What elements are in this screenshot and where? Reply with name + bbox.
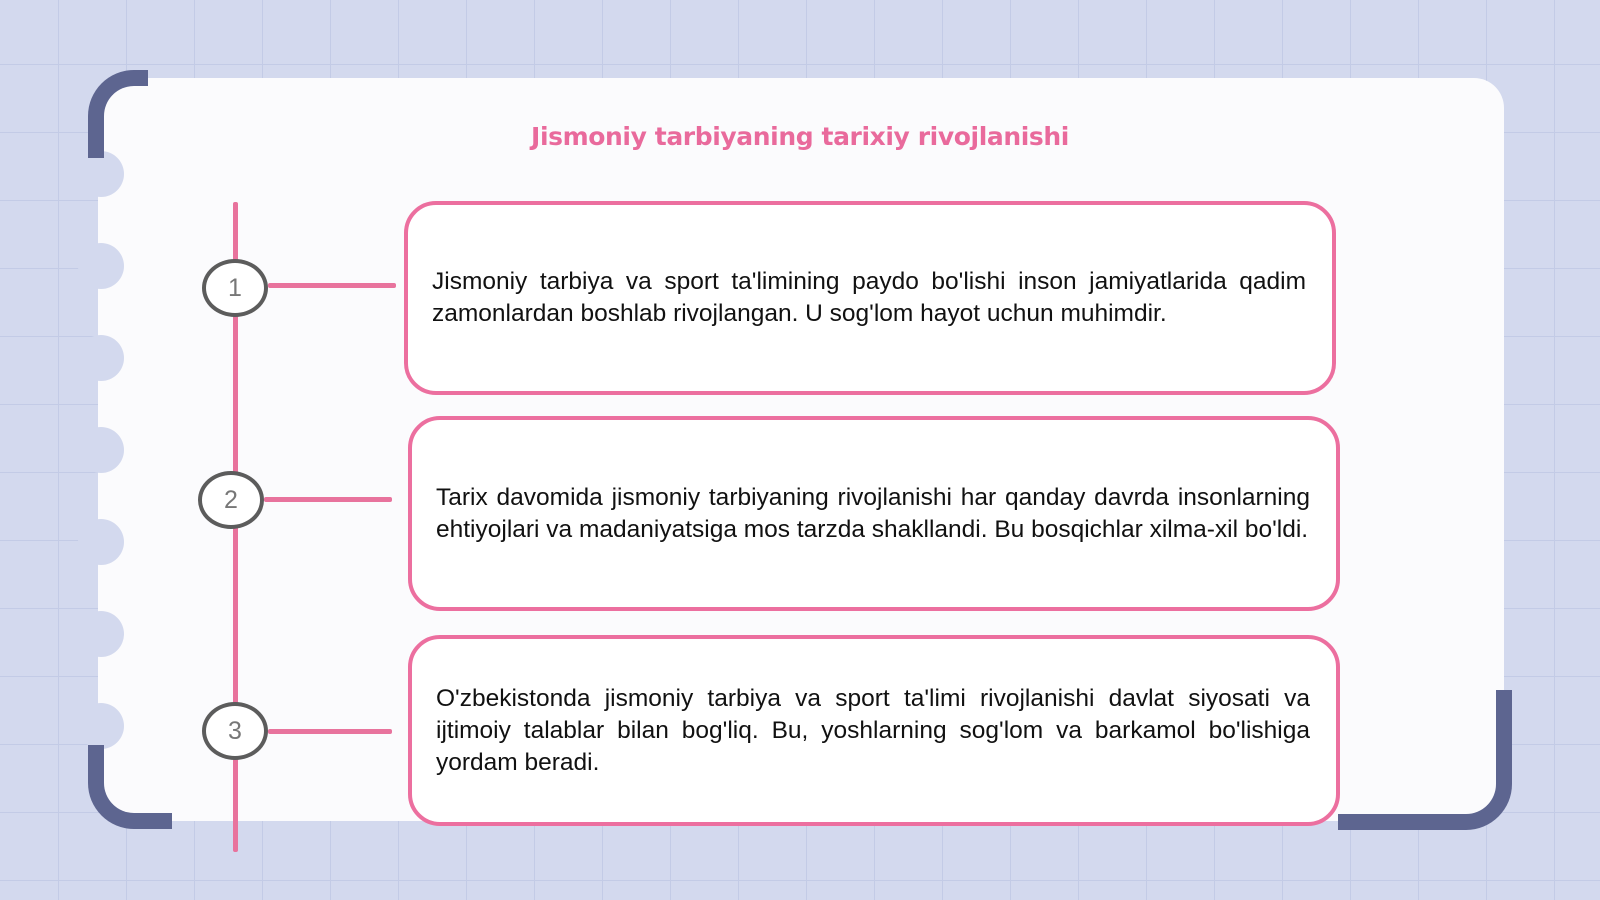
step-card — [408, 635, 1340, 826]
corner-bracket-bottom-right — [1338, 690, 1512, 830]
step-card-text: O'zbekistonda jismoniy tarbiya va sport ta'limi rivojlanishi davlat siyosati va ijtimoiy talablar bilan bog'liq. Bu, yoshlarning sog'lom va barkamol bo'lishiga yordam beradi. — [436, 684, 1310, 776]
paper-notch — [78, 703, 124, 749]
step-number-badge: 2 — [198, 471, 264, 529]
step-card — [404, 201, 1336, 395]
paper-notch — [78, 335, 124, 381]
step-number-badge: 1 — [202, 259, 268, 317]
step-connector — [268, 283, 396, 288]
paper-notch — [78, 243, 124, 289]
slide-title: Jismoniy tarbiyaning tarixiy rivojlanishi — [531, 122, 1069, 151]
step-connector — [268, 729, 392, 734]
paper-notch — [78, 519, 124, 565]
paper-notch — [78, 611, 124, 657]
step-connector — [264, 497, 392, 502]
step-number-badge: 3 — [202, 702, 268, 760]
step-card-text: Tarix davomida jismoniy tarbiyaning rivojlanishi har qanday davrda insonlarning ehtiyojlari va madaniyatsiga mos tarzda shakllandi. Bu bosqichlar xilma-xil bo'ldi. — [436, 483, 1310, 543]
corner-bracket-bottom-left — [88, 745, 172, 829]
paper-notch — [78, 427, 124, 473]
corner-bracket-top-left — [88, 70, 148, 158]
step-card-text: Jismoniy tarbiya va sport ta'limining paydo bo'lishi inson jamiyatlarida qadim zamonlardan boshlab rivojlangan. U sog'lom hayot uchun muhimdir. — [432, 268, 1306, 327]
step-card — [408, 416, 1340, 611]
